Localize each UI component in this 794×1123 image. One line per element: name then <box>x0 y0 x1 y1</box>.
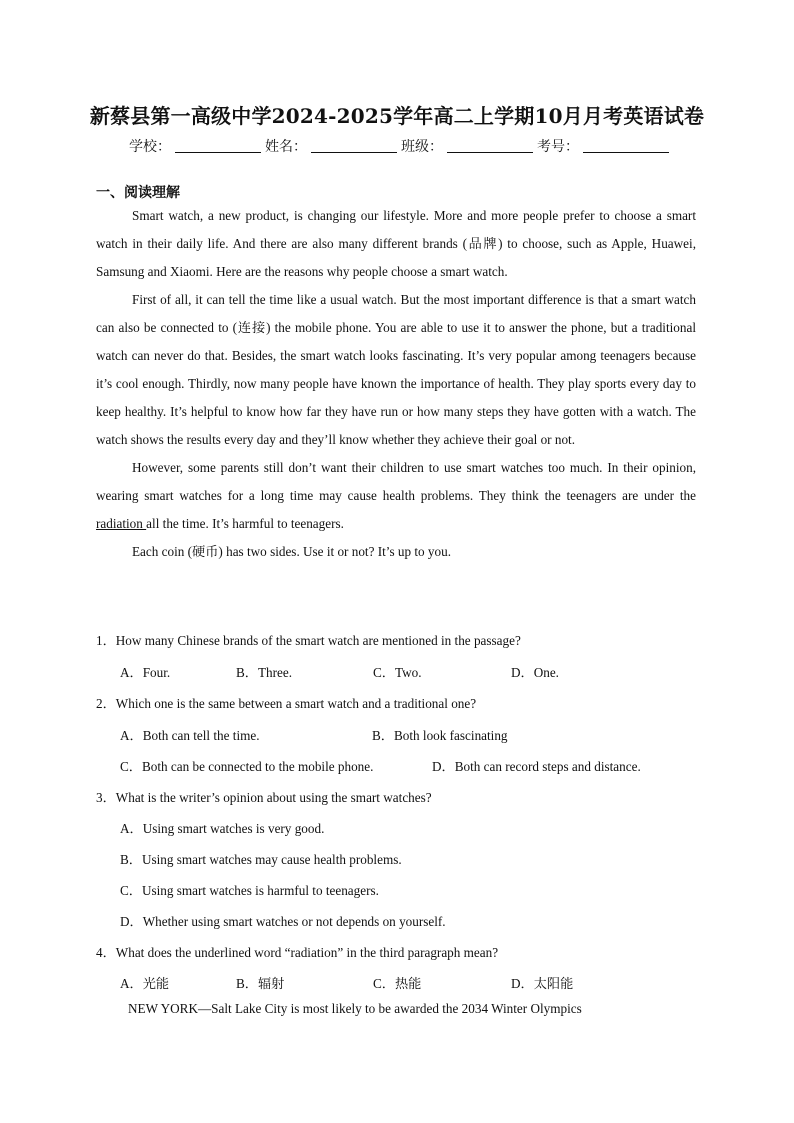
reading-passage <box>96 202 696 566</box>
class-label: 班级： <box>401 139 443 155</box>
q4-option-b[interactable]: B．辐射 <box>236 976 285 991</box>
exam-number-blank[interactable] <box>583 138 669 153</box>
question-1: 1．How many Chinese brands of the smart watch are mentioned in the passage? <box>96 633 521 648</box>
name-blank[interactable] <box>311 138 397 153</box>
q1-option-c[interactable]: C．Two. <box>373 665 422 680</box>
q1-option-b[interactable]: B．Three. <box>236 665 293 680</box>
question-3: 3．What is the writer’s opinion about using the smart watches? <box>96 790 432 805</box>
q2-option-a[interactable]: A．Both can tell the time. <box>120 728 260 743</box>
school-blank[interactable] <box>175 138 261 153</box>
next-passage-start: NEW YORK—Salt Lake City is most likely to be awarded the 2034 Winter Olympics <box>128 1001 582 1016</box>
school-label: 学校： <box>129 139 171 155</box>
passage-paragraph-1: Smart watch, a new product, is changing our lifestyle. More and more people prefer to choose a smart watch in their daily life. And there are also many different brands (品牌) to choose, such as Apple, Huawei, Samsung and Xiaomi. Here are the reasons why people choose a smart watch. <box>96 208 696 279</box>
student-info-line <box>0 136 794 156</box>
p3-text-after: all the time. It’s harmful to teenagers. <box>146 516 344 531</box>
q3-option-b[interactable]: B．Using smart watches may cause health problems. <box>120 852 402 867</box>
q3-option-c[interactable]: C．Using smart watches is harmful to teenagers. <box>120 883 379 898</box>
question-4: 4．What does the underlined word “radiation” in the third paragraph mean? <box>96 945 499 960</box>
q2-option-c[interactable]: C．Both can be connected to the mobile phone. <box>120 759 374 774</box>
q1-option-a[interactable]: A．Four. <box>120 665 171 680</box>
exam-number-label: 考号： <box>537 139 579 155</box>
q2-option-b[interactable]: B．Both look fascinating <box>372 728 508 743</box>
question-2: 2．Which one is the same between a smart watch and a traditional one? <box>96 696 477 711</box>
name-label: 姓名： <box>265 139 307 155</box>
passage-paragraph-3 <box>96 454 696 538</box>
q1-option-d[interactable]: D．One. <box>511 665 559 680</box>
q4-option-a[interactable]: A．光能 <box>120 976 170 991</box>
underlined-word-radiation: radiation <box>96 516 147 531</box>
class-blank[interactable] <box>447 138 533 153</box>
q4-option-d[interactable]: D．太阳能 <box>511 976 574 991</box>
q2-option-d[interactable]: D．Both can record steps and distance. <box>432 759 641 774</box>
q3-option-d[interactable]: D．Whether using smart watches or not depends on yourself. <box>120 914 446 929</box>
p3-text-before: However, some parents still don’t want their children to use smart watches too much. In their opinion, wearing smart watches for a long time may cause health problems. They think the teenagers are under the <box>96 460 696 503</box>
q4-option-c[interactable]: C．热能 <box>373 976 422 991</box>
q3-option-a[interactable]: A．Using smart watches is very good. <box>120 821 325 836</box>
passage-paragraph-2: First of all, it can tell the time like a usual watch. But the most important difference is that a smart watch can also be connected to (连接) the mobile phone. You are able to use it to answer the phone, but a traditional watch can never do that. Besides, the smart watch looks fascinating. It’s very popular among teenagers because it’s cool enough. Thirdly, now many people have known the importance of health. They play sports every day to keep healthy. It’s helpful to know how far they have run or how many steps they have gotten with a watch. The watch shows the results every day and they’ll know whether they achieve their goal or not. <box>96 292 696 447</box>
exam-title: 新蔡县第一高级中学2024-2025学年高二上学期10月月考英语试卷 <box>89 104 705 128</box>
section-title: 一、阅读理解 <box>96 185 180 201</box>
passage-paragraph-4: Each coin (硬币) has two sides. Use it or not? It’s up to you. <box>132 544 452 559</box>
